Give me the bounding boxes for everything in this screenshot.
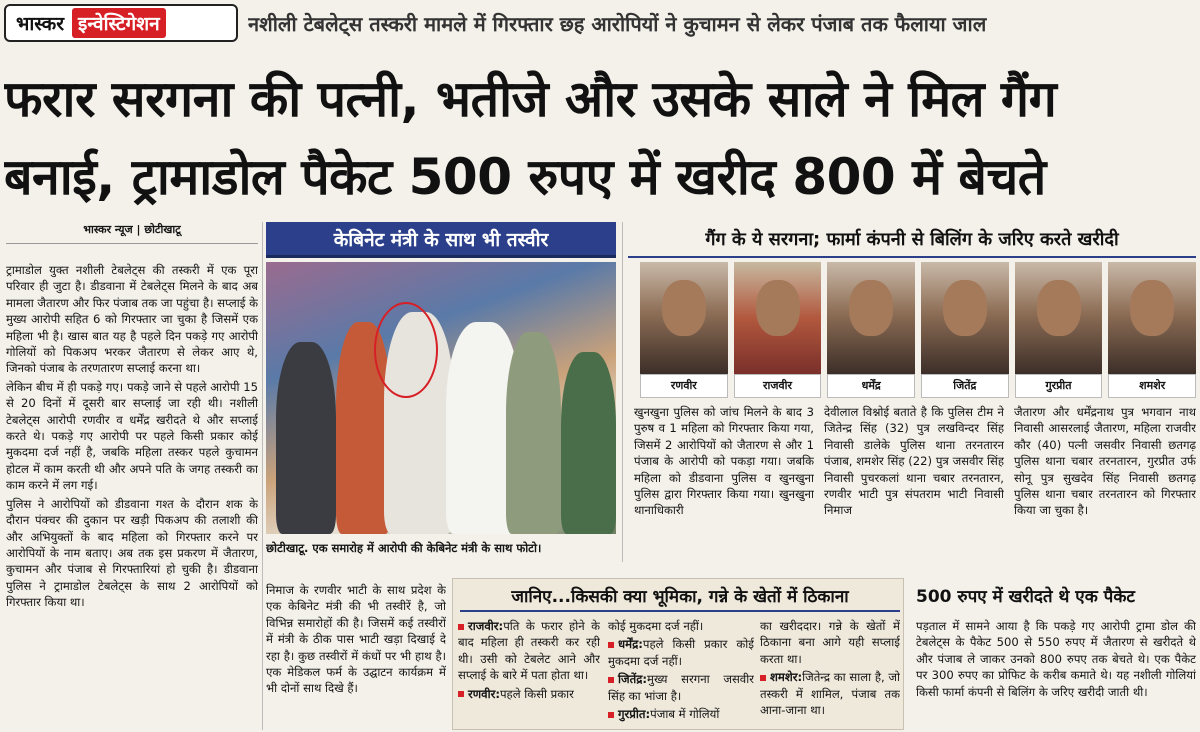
gang-text-col-2: देवीलाल विश्नोई बताते है कि पुलिस टीम ने जितेन्द्र सिंह (32) पुत्र लखविन्दर सिंह निवासी डालेके पुलिस थाना तरनतारन पंजाब, शमशेर सिंह (22) पुत्र जसवीर सिंह निवासी पुचरकलां थाना चबार तरनतारन, रणवीर भाटी पुत्र संपतराम भाटी निवासी निमाज — [824, 405, 1004, 518]
accused-card — [1108, 262, 1196, 398]
accused-name: राजवीर — [734, 374, 822, 398]
story-paragraph: पुलिस ने आरोपियों को डीडवाना गश्त के दौरान शक के दौरान पंक्चर की दुकान पर खड़ी पिकअप की तलाशी की और अभियुक्तों के बाद महिला को गिरफ्तार करने पर आरोपियों के नाम बताए। अब तक इस प्रकरण में जैतारण, कुचामन और पंजाब से गिरफ्तारियां हो चुकी है। डीडवाना पुलिस ने ट्रामाडोल टेबलेट्स के साथ 2 आरोपियों को गिरफ्तार किया था। — [6, 496, 258, 610]
accused-photo — [1015, 262, 1103, 374]
investigation-tag: इन्वेस्टिगेशन — [72, 8, 166, 38]
accused-card — [921, 262, 1009, 398]
accused-photo — [921, 262, 1009, 374]
column-divider — [622, 222, 623, 562]
role-item: कोई मुकदमा दर्ज नहीं। — [608, 619, 704, 633]
role-item: जितेंद्र:मुख्य सरगना जसवीर सिंह का भांजा है। — [608, 672, 754, 703]
roles-col-1 — [458, 618, 600, 728]
accused-name: गुरप्रीत — [1015, 374, 1103, 398]
roles-title: जानिए...किसकी क्या भूमिका, गन्ने के खेतों में ठिकाना — [460, 584, 900, 612]
minister-photo — [266, 262, 616, 534]
role-item: गुरप्रीत:पंजाब में गोलियों — [608, 706, 754, 722]
gang-text-col-1: खुनखुना पुलिस को जांच मिलने के बाद 3 पुरुष व 1 महिला को गिरफ्तार किया गया, जिसमें 2 आरोपियों को जैतारण से और 1 पंजाब के आरोपी को पकड़ा गया। जबकि महिला को डीडवाना पुलिस व खुनखुना पुलिस द्वारा गिरफ्तार किया गया। खुनखुना थानाधिकारी — [634, 405, 814, 518]
accused-name: शमशेर — [1108, 374, 1196, 398]
accused-name: जितेंद्र — [921, 374, 1009, 398]
kicker-badge — [4, 4, 238, 42]
accused-card — [640, 262, 728, 398]
accused-card — [1015, 262, 1103, 398]
byline: भास्कर न्यूज | छोटीखाटू — [6, 222, 258, 244]
accused-card — [827, 262, 915, 398]
headline-line-2: बनाई, ट्रामाडोल पैकेट 500 रुपए में खरीद 800 में बेचते — [4, 148, 1046, 206]
roles-col-2 — [608, 618, 754, 728]
accused-photo — [734, 262, 822, 374]
packet-title: 500 रुपए में खरीदते थे एक पैकेट — [916, 587, 1135, 607]
role-item: धर्मेंद्र:पहले किसी प्रकार कोई मुकदमा दर्ज नहीं। — [608, 637, 754, 668]
packet-text: पड़ताल में सामने आया है कि पकड़े गए आरोपी ट्रामा डोल की टेबलेट्स के पैकेट 500 से 550 रुपए में जैतारण से खरीदते थे और पंजाब ले जाकर उनको 800 रुपए तक बेचते थे। एक पैकेट पर 300 रुपए का प्रोफिट के करीब कमाते थे। यह नशीली गोलियां किसी फार्मा कंपनी से बिलिंग के जरिए खरीदी जाती थी। — [916, 619, 1196, 699]
headline — [4, 60, 1196, 216]
role-item: का खरीददार। गन्ने के खेतों में ठिकाना बना आगे यही सप्लाई करता था। — [760, 619, 900, 666]
gang-text-col-3: जैतारण और धर्मेंद्रनाथ पुत्र भगवान नाथ निवासी आसरलाई जैतारण, महिला राजवीर कौर (40) पत्नी जसवीर निवासी छतगढ़ पुलिस थाना चबार तरनतारन, गुरप्रीत उर्फ सोनू पुत्र सुखदेव सिंह निवासी छतगढ़ पुलिस थाना चबार तरनतारन को गिरफ्तार किया जा चुका है। — [1014, 405, 1196, 518]
story-paragraph: ट्रामाडोल युक्त नशीली टेबलेट्स की तस्करी में एक पूरा परिवार ही जुटा है। डीडवाना में टेबलेट्स मिलने के बाद अब मामला जैतारण और फिर पंजाब तक जा पहुंचा है। सप्लाई के मुख्य आरोपी सहित 6 को गिरफ्तार जा चुका है जिसमें एक महिला भी है। खास बात यह है पहले दिन पकड़े गए आरोपी गोलियों को पिकअप भरकर जैतारण से लेकर आए थे, जिनको पंजाब के तरणतारण सप्लाई करना था। — [6, 263, 258, 376]
brand-label: भास्कर — [16, 13, 65, 35]
headline-line-1: फरार सरगना की पत्नी, भतीजे और उसके साले ने मिल गैंग — [4, 70, 1057, 128]
photo-story-text: निमाज के रणवीर भाटी के साथ प्रदेश के एक केबिनेट मंत्री की भी तस्वीरें है, जो विभिन्न समारोहों की है। जिसमें कई तस्वीरों में मंत्री के ठीक पास भाटी खड़ा दिखाई दे रहा है। कुछ तस्वीरों में कंधों पर भी हाथ है। एक मेडिकल फर्म के उद्घाटन कार्यक्रम में भी दोनों साथ दिखे हैं। — [266, 583, 446, 696]
roles-col-3 — [760, 618, 900, 728]
story-paragraph: लेकिन बीच में ही पकड़े गए। पकड़े जाने से पहले आरोपी 15 से 20 दिनों में दूसरी बार सप्लाई जा रही थी। नशीली टेबलेट्स आरोपी रणवीर व धर्मेंद्र खरीदते थे और सप्लाई करते थे। पकड़े गए आरोपी पर पहले किसी प्रकार कोई मुकदमा दर्ज नहीं है, जबकि महिला तस्कर पहले कुचामन होटल में काम करती थी और अपने पति के जगह तस्करी का काम करने में लग गई। — [6, 379, 258, 493]
accused-photos — [640, 262, 1196, 398]
accused-photo — [640, 262, 728, 374]
accused-photo — [827, 262, 915, 374]
role-item: राजवीर:पति के फरार होने के बाद महिला ही तस्करी कर रही थी। उसी को टेबलेट आने और सप्लाई के बारे में पता होता था। — [458, 619, 600, 683]
accused-card — [734, 262, 822, 398]
photo-caption: छोटीखाटू. एक समारोह में आरोपी की केबिनेट मंत्री के साथ फोटो। — [266, 541, 542, 555]
role-item: रणवीर:पहले किसी प्रकार — [458, 686, 600, 702]
role-item: शमशेर:जितेन्द्र का साला है, जो तस्करी में शामिल, पंजाब तक आना-जाना था। — [760, 670, 900, 718]
column-divider — [262, 222, 263, 730]
column-main-story — [6, 262, 258, 730]
accused-photo — [1108, 262, 1196, 374]
kicker-text: नशीली टेबलेट्स तस्करी मामले में गिरफ्तार छह आरोपियों ने कुचामन से लेकर पंजाब तक फैलाया जाल — [248, 12, 987, 36]
accused-name: रणवीर — [640, 374, 728, 398]
photo-section-title: केबिनेट मंत्री के साथ भी तस्वीर — [266, 222, 616, 258]
accused-name: धर्मेंद्र — [827, 374, 915, 398]
gang-section-title: गैंग के ये सरगना; फार्मा कंपनी से बिलिंग के जरिए करते खरीदी — [628, 222, 1196, 258]
